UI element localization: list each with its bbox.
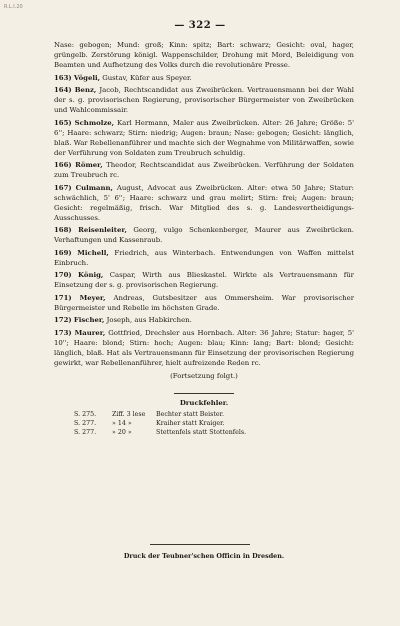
- errata-ref: S. 277.: [74, 429, 97, 437]
- entry-text: Karl Hermann, Maler aus Zweibrücken. Alter: 26 Jahre; Größe: 5' 6''; Haare: schwarz; Stirn: niedrig; Augen: braun; Nase: gebogen; Gesicht: länglich, blaß. War Rebellenanführer und machte sich der Wegnahme von Militärwaffen, sowie der Verführung von Soldaten zum Treubruch schuldig.: [54, 118, 354, 157]
- entry-name: Fischer,: [73, 316, 105, 325]
- entry-number: 171): [54, 293, 72, 302]
- entry-number: 164): [54, 85, 72, 94]
- entry-name: Benz,: [74, 85, 97, 94]
- entry-name: Culmann,: [75, 183, 113, 192]
- entry-name: Römer,: [75, 161, 103, 170]
- entry-name: Meyer,: [79, 293, 106, 302]
- entry-list: [54, 73, 354, 369]
- printer-divider: [150, 544, 250, 545]
- entry-number: 172): [54, 316, 72, 325]
- errata-title: Druckfehler.: [179, 399, 229, 408]
- entry-7: [54, 248, 354, 268]
- errata-row: [54, 428, 354, 437]
- entry-2: [54, 85, 354, 115]
- entry-name: Vögeli,: [73, 73, 101, 82]
- entry-name: Michell,: [77, 248, 109, 257]
- printer-imprint: Druck der Teubner'schen Officin in Dresden.: [123, 552, 285, 560]
- errata-ref: S. 275.: [74, 411, 97, 419]
- entry-9: [54, 293, 354, 313]
- entry-text: Georg, vulgo Schenkenberger, Maurer aus Zweibrücken. Verhaftungen und Kassenraub.: [54, 226, 354, 245]
- entry-6: [54, 225, 354, 245]
- entry-text: Theodor, Rechtscandidat aus Zweibrücken. Verführung der Soldaten zum Treubruch rc.: [54, 161, 354, 180]
- entry-number: 169): [54, 248, 72, 257]
- entry-4: [54, 160, 354, 180]
- entry-number: 163): [54, 73, 72, 82]
- errata-list: [54, 410, 354, 437]
- entry-name: Reisenleiter,: [78, 226, 127, 235]
- library-stamp: R.L.I.20: [4, 4, 23, 10]
- page-number: — 322 —: [174, 20, 226, 31]
- entry-3: [54, 118, 354, 158]
- intro-paragraph: Nase: gebogen; Mund: groß; Kinn: spitz; Bart: schwarz; Gesicht: oval, hager, grüngelb. Zerstörung königl. Wappenschilder, Drohung mit Mord, Beleidigung von Beamten und Aufhetzung des Volks durch die revolutionäre Presse.: [54, 41, 354, 70]
- entry-text: Gottfried, Drechsler aus Hornbach. Alter: 36 Jahre; Statur: hager, 5' 10''; Haare: blond; Stirn: hoch; Augen: blau; Kinn: lang; Bart: blond; Gesicht: länglich, blaß. Hat als Vertrauensmann für Einsetzung der provisorischen Regierung gewirkt, war Rebellenanführer, hielt aufreizende Reden rc.: [54, 328, 354, 367]
- entry-name: Schmolze,: [74, 118, 115, 127]
- entry-number: 166): [54, 161, 72, 170]
- entry-text: Andreas, Gutsbesitzer aus Ommersheim. War provisorischer Bürgermeister und Rebelle im höchsten Grade.: [54, 293, 354, 312]
- entry-text: Gustav, Küfer aus Speyer.: [100, 73, 192, 82]
- continuation-note: (Fortsetzung folgt.): [170, 372, 238, 381]
- entry-text: Joseph, aus Habkirchen.: [104, 316, 192, 325]
- entry-number: 168): [54, 226, 72, 235]
- errata-line: » 20 »: [112, 429, 132, 437]
- entry-number: 167): [54, 183, 72, 192]
- entry-5: [54, 183, 354, 223]
- entry-name: König,: [78, 271, 104, 280]
- entry-10: [54, 315, 354, 325]
- errata-line: Ziff. 3 lese: [112, 411, 146, 419]
- document-body: [54, 40, 354, 437]
- entry-number: 170): [54, 271, 72, 280]
- entry-number: 173): [54, 328, 72, 337]
- errata-line: » 14 »: [112, 420, 132, 428]
- entry-8: [54, 270, 354, 290]
- entry-text: Jacob, Rechtscandidat aus Zweibrücken. Vertrauensmann bei der Wahl der s. g. provisorischen Regierung, provisorischer Bürgermeister von Zweibrücken und Wahlcommissair.: [54, 85, 354, 115]
- entry-text: August, Advocat aus Zweibrücken. Alter: etwa 50 Jahre; Statur: schwächlich, 5' 6''; Haare: schwarz und grau melirt; Stirn: frei; Augen: braun; Gesicht: regelmäßig, frisch. War Mitglied des s. g. Landesvertheidigungs-Ausschusses.: [54, 183, 354, 222]
- entry-text: Friedrich, aus Winterbach. Entwendungen von Waffen mittelst Einbruch.: [54, 248, 354, 267]
- errata-text: Stettenfels statt Stottenfels.: [156, 429, 247, 437]
- errata-text: Bechter statt Beister.: [156, 411, 224, 419]
- errata-row: [54, 410, 354, 419]
- divider: [174, 393, 234, 394]
- errata-text: Kraiher statt Kraiger.: [156, 420, 225, 428]
- entry-text: Caspar, Wirth aus Blieskastel. Wirkte als Vertrauensmann für Einsetzung der s. g. provisorischen Regierung.: [54, 271, 354, 290]
- entry-number: 165): [54, 118, 72, 127]
- entry-name: Maurer,: [74, 328, 106, 337]
- errata-ref: S. 277.: [74, 420, 97, 428]
- entry-1: [54, 73, 354, 83]
- errata-row: [54, 419, 354, 428]
- entry-11: [54, 328, 354, 368]
